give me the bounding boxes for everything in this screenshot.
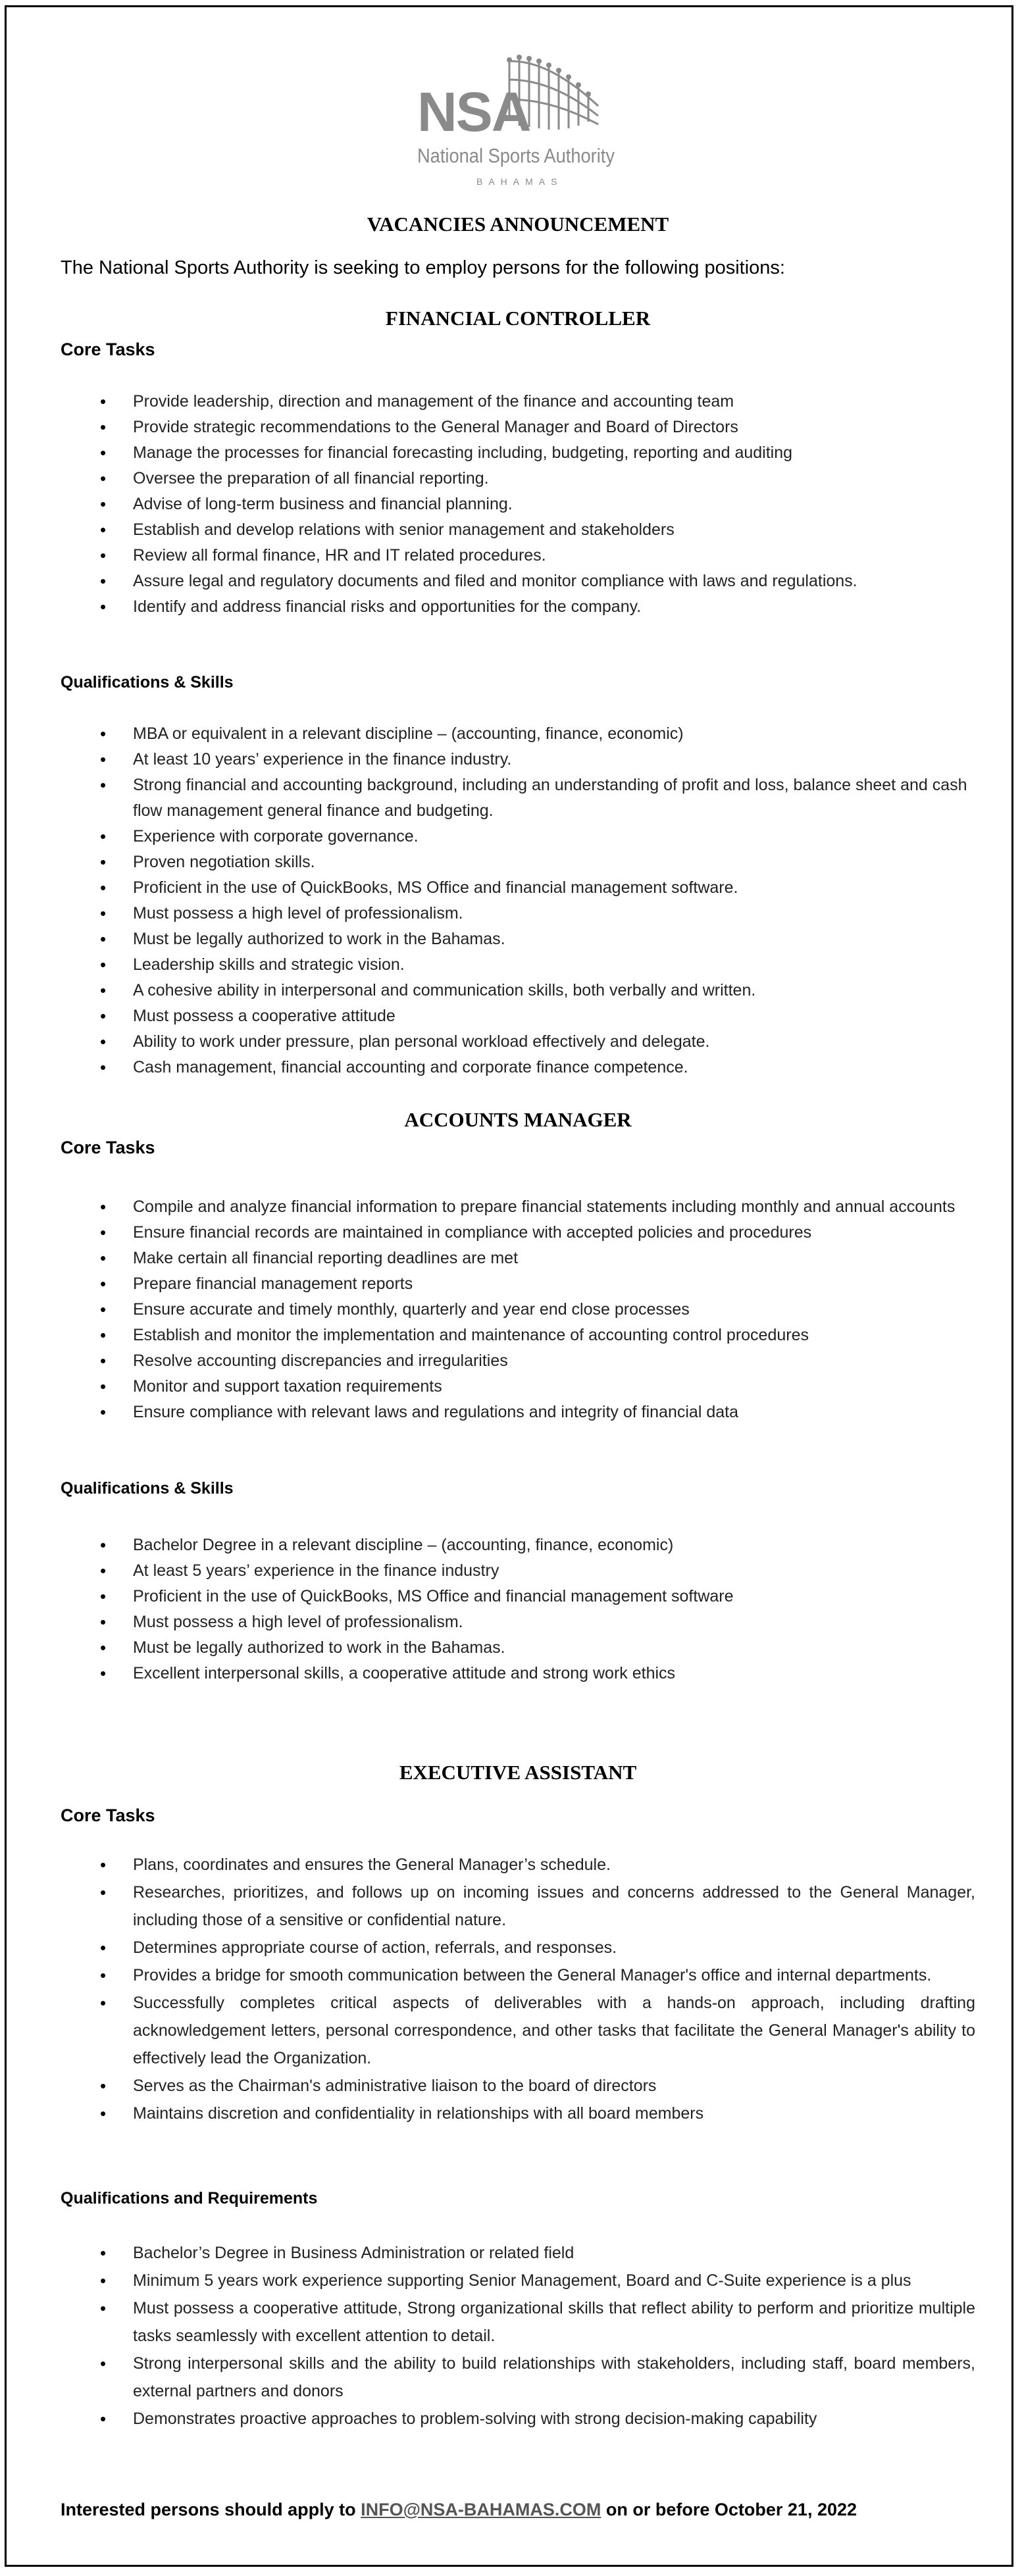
list-item: • At least 5 years’ experience in the finance industry [61,1558,975,1584]
list-item: • Ensure accurate and timely monthly, quarterly and year end close processes [61,1297,975,1323]
list-item: • Must possess a cooperative attitude [61,1003,975,1029]
list-item: • Must possess a high level of professionalism. [61,1609,975,1635]
list-item: • Strong financial and accounting background, including an understanding of profit and loss, balance sheet and cash flow management general finance and budgeting. [61,772,975,824]
list-item: • Monitor and support taxation requirements [61,1374,975,1400]
list-item: • Manage the processes for financial forecasting including, budgeting, reporting and auditing [61,440,975,466]
list-item: • Resolve accounting discrepancies and irregularities [61,1348,975,1374]
logo-country: BAHAMAS [476,176,563,187]
list-item: • Researches, prioritizes, and follows up on incoming issues and concerns addressed to the General Manager, including those of a sensitive or confidential nature. [61,1879,975,1934]
core-tasks-label: Core Tasks [61,1806,155,1825]
list-item: • Demonstrates proactive approaches to problem-solving with strong decision-making capability [61,2405,975,2433]
section-heading-accounts-manager: ACCOUNTS MANAGER [404,1108,632,1131]
list-item: • Provide strategic recommendations to the General Manager and Board of Directors [61,415,975,440]
intro-text: The National Sports Authority is seeking to employ persons for the following positions: [61,257,785,278]
accounts-manager-qualifications [61,1532,975,1686]
list-item: • Experience with corporate governance. [61,824,975,849]
logo-abbr: NSA [417,81,530,143]
logo-name: National Sports Authority [417,144,615,167]
list-item: • Serves as the Chairman's administrative liaison to the board of directors [61,2072,975,2100]
list-item: • Determines appropriate course of action, referrals, and responses. [61,1934,975,1961]
application-instructions [61,2500,857,2520]
list-item: • A cohesive ability in interpersonal and communication skills, both verbally and written. [61,978,975,1003]
stadium-logo-graphic [411,53,621,198]
accounts-manager-core-tasks [61,1194,975,1425]
list-item: • Provides a bridge for smooth communication between the General Manager's office and internal departments. [61,1961,975,1989]
nsa-logo [411,53,621,198]
financial-controller-core-tasks [61,389,975,620]
list-item: • Make certain all financial reporting deadlines are met [61,1246,975,1271]
section-heading-financial-controller: FINANCIAL CONTROLLER [385,307,651,330]
footer-text-after: on or before October 21, 2022 [601,2500,857,2519]
list-item: • Proficient in the use of QuickBooks, MS Office and financial management software. [61,875,975,901]
list-item: • Ability to work under pressure, plan personal workload effectively and delegate. [61,1029,975,1055]
list-item: • Ensure financial records are maintained in compliance with accepted policies and procedures [61,1220,975,1246]
executive-assistant-core-tasks [61,1851,975,2127]
list-item: • Prepare financial management reports [61,1271,975,1297]
list-item: • Provide leadership, direction and management of the finance and accounting team [61,389,975,415]
list-item: • Must possess a cooperative attitude, Strong organizational skills that reflect ability to perform and prioritize multiple tasks seamlessly with excellent attention to detail. [61,2294,975,2350]
list-item: • Proficient in the use of QuickBooks, MS Office and financial management software [61,1584,975,1609]
qualifications-label: Qualifications & Skills [61,673,234,692]
list-item: • Successfully completes critical aspects of deliverables with a hands-on approach, including drafting acknowledgement letters, personal correspondence, and other tasks that facilitate the General Manager's ability to effectively lead the Organization. [61,1989,975,2072]
list-item: • Compile and analyze financial information to prepare financial statements including monthly and annual accounts [61,1194,975,1220]
page-title: VACANCIES ANNOUNCEMENT [367,213,669,236]
list-item: • Oversee the preparation of all financial reporting. [61,466,975,492]
financial-controller-qualifications [61,721,975,1080]
core-tasks-label: Core Tasks [61,1138,155,1157]
list-item: • Maintains discretion and confidentiality in relationships with all board members [61,2100,975,2127]
list-item: • Establish and develop relations with senior management and stakeholders [61,517,975,543]
list-item: • Establish and monitor the implementation and maintenance of accounting control procedures [61,1323,975,1348]
list-item: • Ensure compliance with relevant laws and regulations and integrity of financial data [61,1400,975,1425]
list-item: • Excellent interpersonal skills, a cooperative attitude and strong work ethics [61,1661,975,1686]
list-item: • Leadership skills and strategic vision. [61,952,975,978]
section-heading-executive-assistant: EXECUTIVE ASSISTANT [399,1761,637,1784]
list-item: • Must possess a high level of professionalism. [61,901,975,926]
list-item: • MBA or equivalent in a relevant discipline – (accounting, finance, economic) [61,721,975,747]
footer-text-before: Interested persons should apply to [61,2500,361,2519]
list-item: • Minimum 5 years work experience supporting Senior Management, Board and C-Suite experience is a plus [61,2267,975,2294]
qualifications-label: Qualifications & Skills [61,1479,234,1498]
list-item: • Identify and address financial risks and opportunities for the company. [61,594,975,620]
list-item: • At least 10 years’ experience in the finance industry. [61,747,975,772]
email-link[interactable]: INFO@NSA-BAHAMAS.COM [361,2500,601,2519]
core-tasks-label: Core Tasks [61,340,155,359]
list-item: • Must be legally authorized to work in the Bahamas. [61,1635,975,1661]
list-item: • Cash management, financial accounting and corporate finance competence. [61,1055,975,1080]
list-item: • Strong interpersonal skills and the ability to build relationships with stakeholders, including staff, board members, external partners and donors [61,2350,975,2405]
list-item: • Assure legal and regulatory documents and filed and monitor compliance with laws and regulations. [61,568,975,594]
list-item: • Must be legally authorized to work in the Bahamas. [61,926,975,952]
qualifications-label: Qualifications and Requirements [61,2189,318,2208]
list-item: • Advise of long-term business and financial planning. [61,492,975,517]
list-item: • Review all formal finance, HR and IT related procedures. [61,543,975,568]
list-item: • Bachelor Degree in a relevant discipline – (accounting, finance, economic) [61,1532,975,1558]
list-item: • Plans, coordinates and ensures the General Manager’s schedule. [61,1851,975,1879]
announcement-frame [5,5,1013,2567]
list-item: • Proven negotiation skills. [61,849,975,875]
list-item: • Bachelor’s Degree in Business Administration or related field [61,2239,975,2267]
executive-assistant-qualifications [61,2239,975,2433]
